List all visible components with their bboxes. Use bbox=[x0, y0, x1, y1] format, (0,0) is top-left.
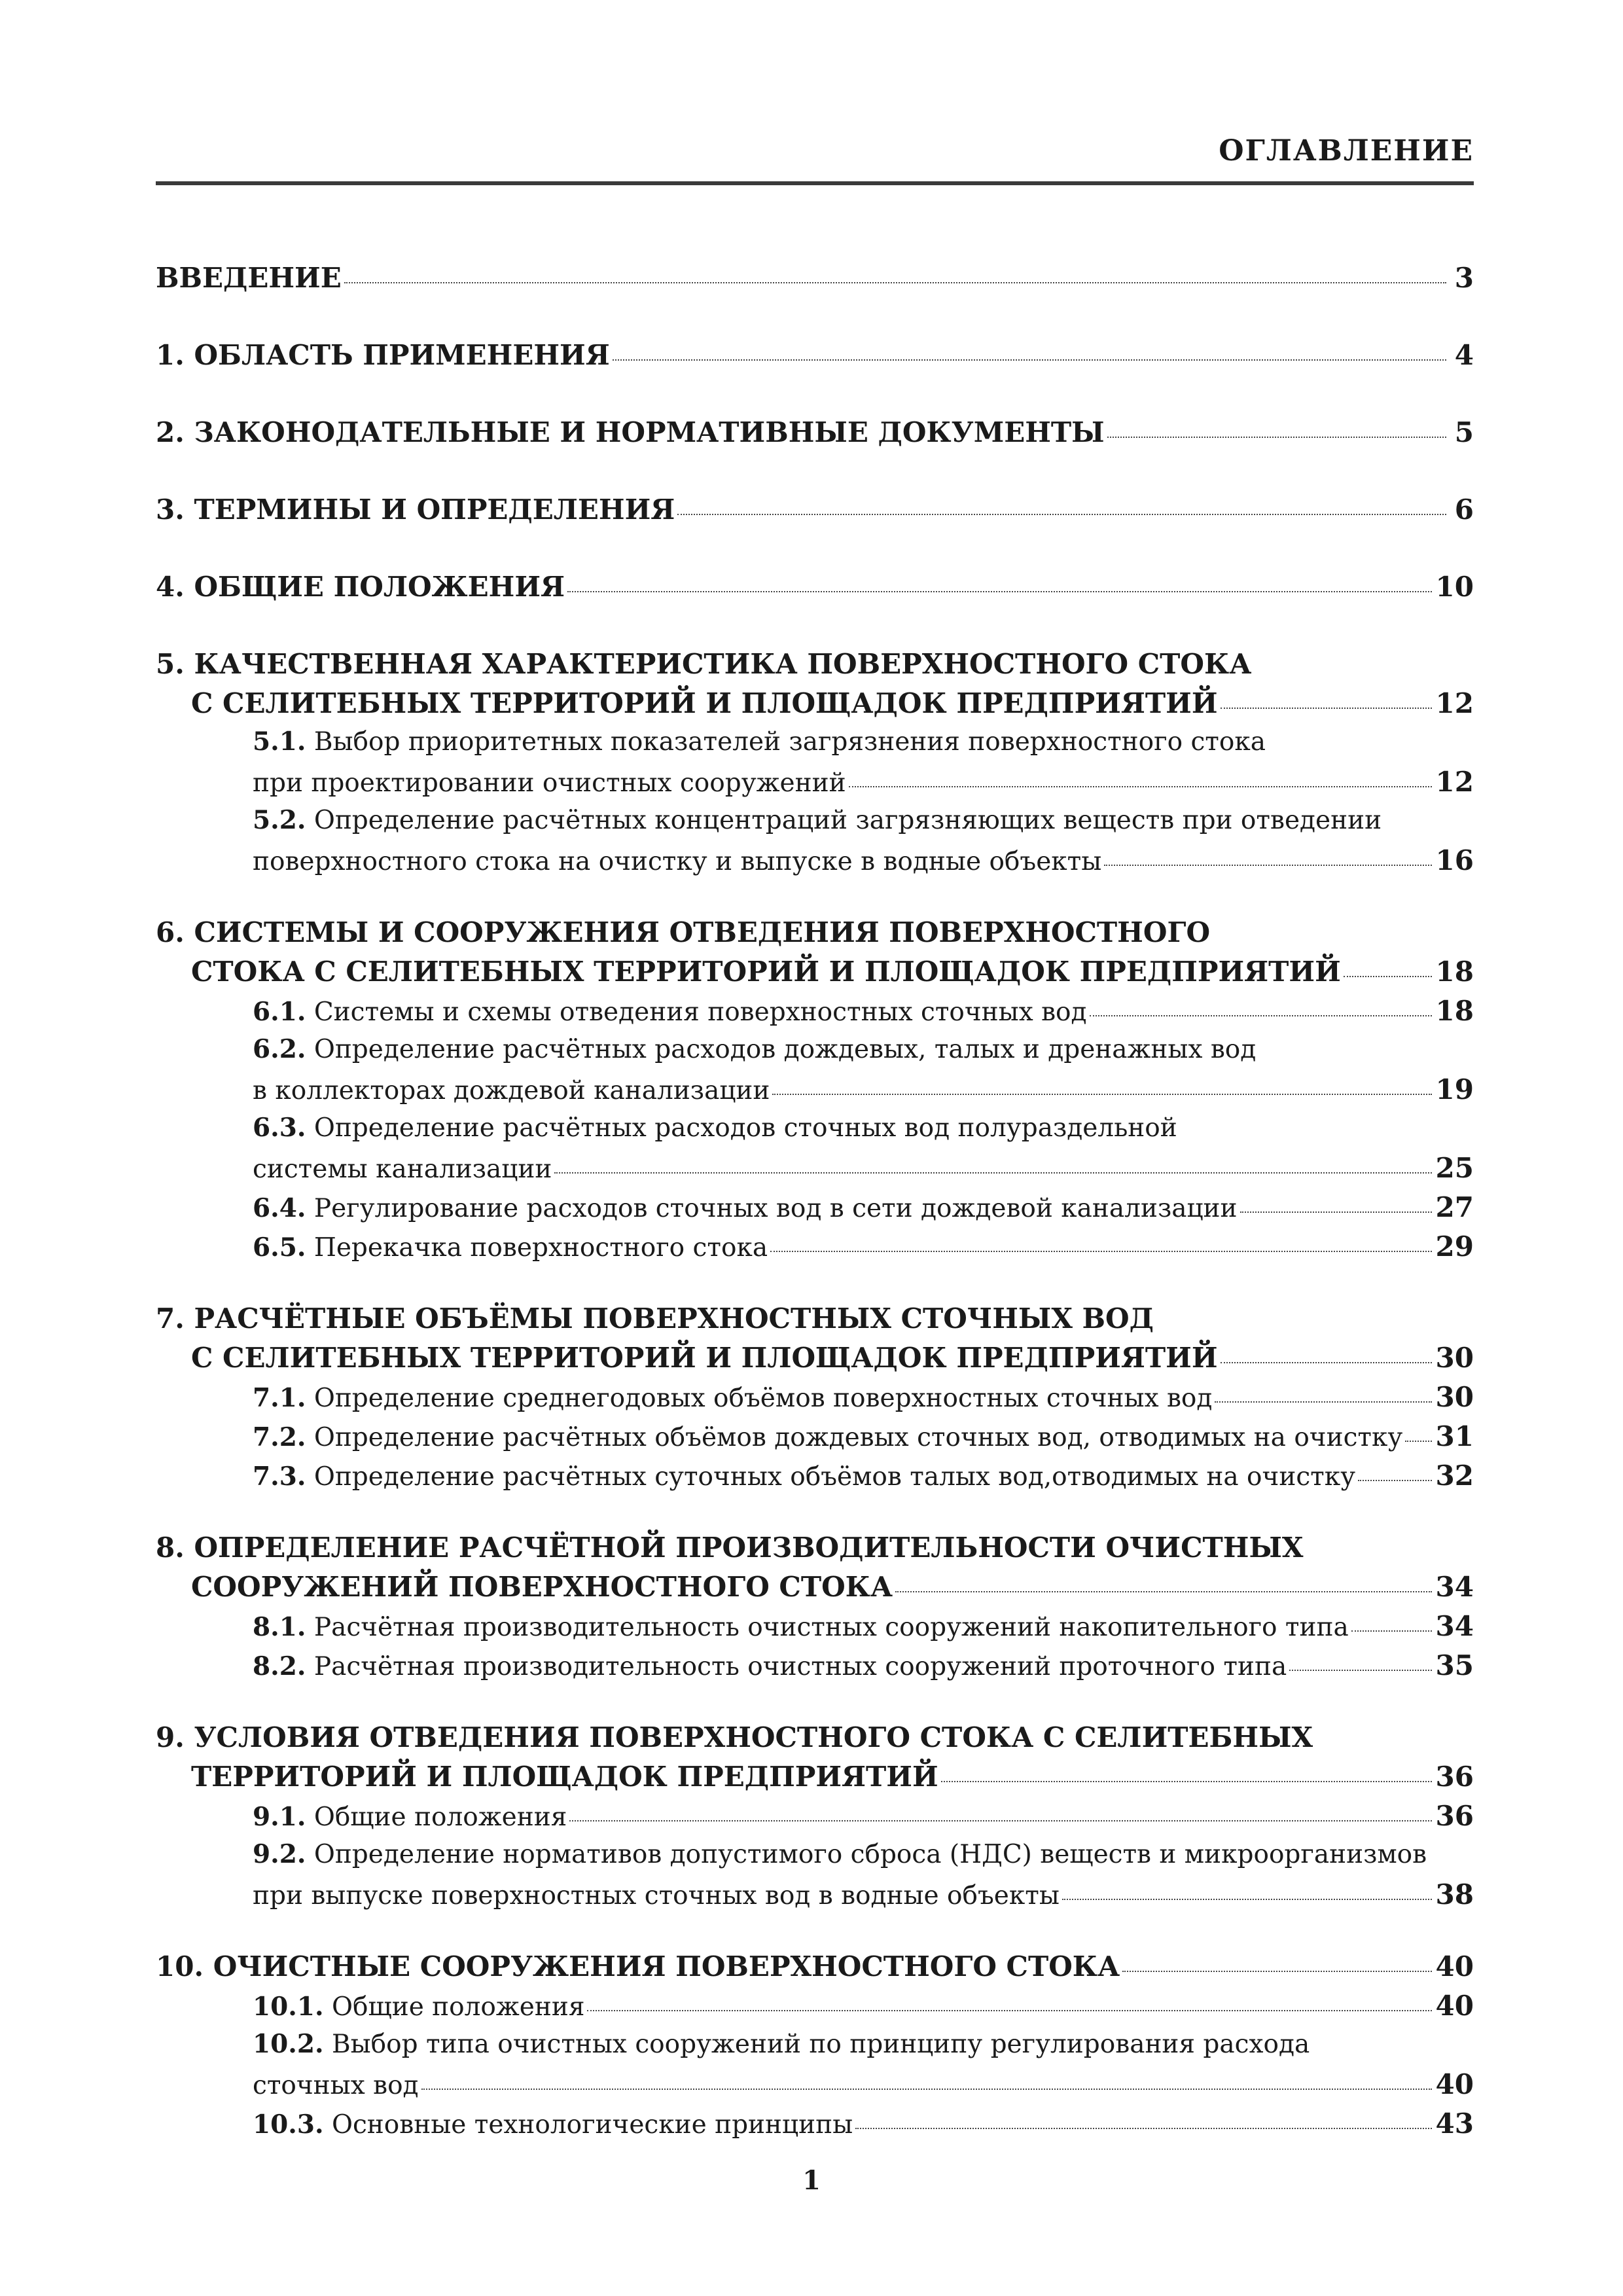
toc-subentry-10-2-line1 bbox=[253, 2029, 1310, 2059]
toc-entry-section-5[interactable] bbox=[191, 687, 1474, 719]
subentry-text: Выбор приоритетных показателей загрязнения поверхностного стока bbox=[313, 727, 1266, 757]
subentry-text: Перекачка поверхностного стока bbox=[313, 1233, 768, 1263]
toc-entry-section-10[interactable] bbox=[156, 1950, 1474, 1982]
toc-entry-label: системы канализации bbox=[253, 1155, 552, 1184]
toc-entry-label: ТЕРРИТОРИЙ И ПЛОЩАДОК ПРЕДПРИЯТИЙ bbox=[191, 1761, 938, 1793]
toc-entry-intro[interactable] bbox=[156, 262, 1474, 294]
dot-leader bbox=[941, 1781, 1432, 1782]
subentry-number: 5.2. bbox=[253, 805, 306, 835]
toc-entry-label: 10. ОЧИСТНЫЕ СООРУЖЕНИЯ ПОВЕРХНОСТНОГО СТОКА bbox=[156, 1950, 1120, 1982]
subentry-number: 6.5. bbox=[253, 1232, 306, 1263]
toc-page-number: 25 bbox=[1435, 1152, 1474, 1184]
toc-subentry-7-2[interactable] bbox=[253, 1420, 1474, 1452]
toc-page-number: 10 bbox=[1435, 571, 1474, 603]
subentry-text: Определение расчётных концентраций загрязняющих веществ при отведении bbox=[313, 806, 1382, 835]
subentry-number: 9.2. bbox=[253, 1839, 306, 1869]
toc-entry-label: 2. ЗАКОНОДАТЕЛЬНЫЕ И НОРМАТИВНЫЕ ДОКУМЕНТЫ bbox=[156, 416, 1105, 448]
toc-entry-label: ВВЕДЕНИЕ bbox=[156, 262, 342, 294]
toc-entry-section-8-line1: 8. ОПРЕДЕЛЕНИЕ РАСЧЁТНОЙ ПРОИЗВОДИТЕЛЬНОСТИ ОЧИСТНЫХ bbox=[156, 1532, 1304, 1564]
dot-leader bbox=[772, 1094, 1431, 1095]
subentry-number: 6.4. bbox=[253, 1193, 306, 1223]
dot-leader bbox=[895, 1591, 1431, 1592]
toc-page-number: 38 bbox=[1435, 1878, 1474, 1910]
subentry-text: Расчётная производительность очистных сооружений проточного типа bbox=[313, 1652, 1287, 1681]
subentry-number: 10.2. bbox=[253, 2029, 324, 2059]
toc-page-number: 34 bbox=[1435, 1571, 1474, 1603]
toc-page-number: 35 bbox=[1435, 1649, 1474, 1681]
dot-leader bbox=[1240, 1211, 1432, 1213]
subentry-number: 6.1. bbox=[253, 997, 306, 1027]
subentry-text: Определение расчётных объёмов дождевых сточных вод, отводимых на очистку bbox=[313, 1423, 1403, 1452]
toc-subentry-9-2[interactable] bbox=[253, 1878, 1474, 1910]
page-number: 1 bbox=[802, 2165, 821, 2196]
dot-leader bbox=[569, 1820, 1431, 1821]
toc-entry-section-9[interactable] bbox=[191, 1761, 1474, 1793]
subentry-text: Основные технологические принципы bbox=[331, 2110, 853, 2140]
toc-entry-section-1[interactable] bbox=[156, 339, 1474, 371]
toc-subentry-9-1[interactable] bbox=[253, 1800, 1474, 1832]
toc-page-number: 18 bbox=[1435, 995, 1474, 1027]
toc-page-number: 40 bbox=[1435, 1950, 1474, 1982]
toc-page-number: 29 bbox=[1435, 1230, 1474, 1263]
toc-subentry-6-5[interactable] bbox=[253, 1230, 1474, 1263]
toc-entry-label: при проектировании очистных сооружений bbox=[253, 768, 846, 798]
toc-entry-section-8[interactable] bbox=[191, 1571, 1474, 1603]
toc-subentry-6-3-line1 bbox=[253, 1113, 1177, 1143]
toc-page-number: 5 bbox=[1454, 416, 1474, 448]
toc-page-number: 32 bbox=[1435, 1460, 1474, 1492]
dot-leader bbox=[1358, 1480, 1431, 1481]
dot-leader bbox=[1090, 1015, 1432, 1016]
dot-leader bbox=[770, 1251, 1431, 1252]
subentry-number: 6.2. bbox=[253, 1034, 306, 1064]
subentry-number: 10.1. bbox=[253, 1992, 324, 2022]
subentry-number: 7.2. bbox=[253, 1422, 306, 1452]
dot-leader bbox=[1104, 865, 1431, 866]
toc-entry-section-5-line1: 5. КАЧЕСТВЕННАЯ ХАРАКТЕРИСТИКА ПОВЕРХНОСТНОГО СТОКА bbox=[156, 648, 1252, 680]
toc-entry-label: С СЕЛИТЕБНЫХ ТЕРРИТОРИЙ И ПЛОЩАДОК ПРЕДПРИЯТИЙ bbox=[191, 687, 1218, 719]
toc-page-number: 4 bbox=[1454, 339, 1474, 371]
toc-entry-section-6-line1: 6. СИСТЕМЫ И СООРУЖЕНИЯ ОТВЕДЕНИЯ ПОВЕРХНОСТНОГО bbox=[156, 916, 1211, 948]
toc-page-number: 6 bbox=[1454, 493, 1474, 526]
dot-leader bbox=[849, 786, 1432, 787]
dot-leader bbox=[855, 2128, 1431, 2129]
toc-subentry-6-1[interactable] bbox=[253, 995, 1474, 1027]
dot-leader bbox=[613, 359, 1446, 361]
subentry-text: Определение расчётных расходов дождевых, талых и дренажных вод bbox=[313, 1035, 1257, 1064]
page-title: ОГЛАВЛЕНИЕ bbox=[1219, 134, 1474, 168]
toc-entry-label: 1. ОБЛАСТЬ ПРИМЕНЕНИЯ bbox=[156, 339, 610, 371]
toc-page-number: 30 bbox=[1435, 1381, 1474, 1413]
dot-leader bbox=[421, 2089, 1432, 2090]
dot-leader bbox=[344, 282, 1446, 283]
subentry-text: Общие положения bbox=[313, 1803, 567, 1832]
toc-entry-label: при выпуске поверхностных сточных вод в водные объекты bbox=[253, 1881, 1060, 1910]
toc-page-number: 30 bbox=[1435, 1342, 1474, 1374]
subentry-number: 10.3. bbox=[253, 2109, 324, 2140]
toc-entry-label: 4. ОБЩИЕ ПОЛОЖЕНИЯ bbox=[156, 571, 565, 603]
toc-subentry-7-3[interactable] bbox=[253, 1460, 1474, 1492]
toc-subentry-6-2-line1 bbox=[253, 1034, 1256, 1064]
toc-page-number: 43 bbox=[1435, 2108, 1474, 2140]
subentry-number: 8.2. bbox=[253, 1651, 306, 1681]
subentry-number: 9.1. bbox=[253, 1802, 306, 1832]
toc-subentry-6-4[interactable] bbox=[253, 1191, 1474, 1223]
toc-page-number: 31 bbox=[1435, 1420, 1474, 1452]
subentry-text: Определение расчётных расходов сточных вод полураздельной bbox=[313, 1113, 1177, 1143]
toc-entry-section-2[interactable] bbox=[156, 416, 1474, 448]
dot-leader bbox=[1107, 437, 1446, 438]
subentry-text: Общие положения bbox=[331, 1992, 585, 2022]
subentry-number: 6.3. bbox=[253, 1113, 306, 1143]
toc-page-number: 36 bbox=[1435, 1761, 1474, 1793]
toc-entry-label: С СЕЛИТЕБНЫХ ТЕРРИТОРИЙ И ПЛОЩАДОК ПРЕДПРИЯТИЙ bbox=[191, 1342, 1218, 1374]
toc-subentry-10-2[interactable] bbox=[253, 2068, 1474, 2100]
subentry-number: 7.3. bbox=[253, 1462, 306, 1492]
toc-entry-section-9-line1: 9. УСЛОВИЯ ОТВЕДЕНИЯ ПОВЕРХНОСТНОГО СТОКА С СЕЛИТЕБНЫХ bbox=[156, 1721, 1313, 1753]
dot-leader bbox=[1215, 1401, 1431, 1403]
toc-entry-section-7[interactable] bbox=[191, 1342, 1474, 1374]
toc-page-number: 34 bbox=[1435, 1610, 1474, 1642]
toc-entry-section-7-line1: 7. РАСЧЁТНЫЕ ОБЪЁМЫ ПОВЕРХНОСТНЫХ СТОЧНЫХ ВОД bbox=[156, 1302, 1154, 1335]
dot-leader bbox=[1344, 976, 1432, 977]
dot-leader bbox=[677, 514, 1446, 515]
toc-page-number: 19 bbox=[1435, 1073, 1474, 1105]
subentry-number: 8.1. bbox=[253, 1612, 306, 1642]
toc-entry-section-4[interactable] bbox=[156, 571, 1474, 603]
toc-page-number: 18 bbox=[1435, 956, 1474, 988]
dot-leader bbox=[1405, 1441, 1431, 1442]
toc-subentry-9-2-line1 bbox=[253, 1839, 1427, 1869]
toc-subentry-8-1[interactable] bbox=[253, 1610, 1474, 1642]
dot-leader bbox=[567, 591, 1431, 592]
toc-entry-section-3[interactable] bbox=[156, 493, 1474, 526]
toc-entry-label: СТОКА С СЕЛИТЕБНЫХ ТЕРРИТОРИЙ И ПЛОЩАДОК ПРЕДПРИЯТИЙ bbox=[191, 956, 1341, 988]
dot-leader bbox=[587, 2010, 1431, 2011]
toc-page-number: 27 bbox=[1435, 1191, 1474, 1223]
subentry-text: Определение нормативов допустимого сброса (НДС) веществ и микроорганизмов bbox=[313, 1840, 1427, 1869]
dot-leader bbox=[1122, 1971, 1431, 1972]
subentry-text: Системы и схемы отведения поверхностных сточных вод bbox=[313, 997, 1087, 1027]
dot-leader bbox=[1221, 1362, 1432, 1363]
toc-subentry-6-2[interactable] bbox=[253, 1073, 1474, 1105]
toc-subentry-10-1[interactable] bbox=[253, 1990, 1474, 2022]
toc-subentry-5-1-line1 bbox=[253, 726, 1266, 757]
toc-page-number: 36 bbox=[1435, 1800, 1474, 1832]
toc-page-number: 12 bbox=[1435, 687, 1474, 719]
subentry-number: 5.1. bbox=[253, 726, 306, 757]
dot-leader bbox=[1221, 708, 1432, 709]
toc-subentry-10-3[interactable] bbox=[253, 2108, 1474, 2140]
subentry-text: Регулирование расходов сточных вод в сети дождевой канализации bbox=[313, 1194, 1238, 1223]
toc-subentry-6-3[interactable] bbox=[253, 1152, 1474, 1184]
toc-subentry-8-2[interactable] bbox=[253, 1649, 1474, 1681]
toc-subentry-7-1[interactable] bbox=[253, 1381, 1474, 1413]
toc-subentry-5-1[interactable] bbox=[253, 766, 1474, 798]
toc-page-number: 12 bbox=[1435, 766, 1474, 798]
dot-leader bbox=[1289, 1670, 1431, 1671]
toc-page-number: 40 bbox=[1435, 2068, 1474, 2100]
subentry-text: Расчётная производительность очистных сооружений накопительного типа bbox=[313, 1613, 1349, 1642]
subentry-text: Определение среднегодовых объёмов поверхностных сточных вод bbox=[313, 1384, 1213, 1413]
toc-page-number: 3 bbox=[1454, 262, 1474, 294]
subentry-text: Определение расчётных суточных объёмов талых вод,отводимых на очистку bbox=[313, 1462, 1356, 1492]
toc-entry-label: в коллекторах дождевой канализации bbox=[253, 1076, 770, 1105]
subentry-text: Выбор типа очистных сооружений по принципу регулирования расхода bbox=[331, 2030, 1310, 2059]
toc-entry-section-6[interactable] bbox=[191, 956, 1474, 988]
toc-subentry-5-2-line1 bbox=[253, 805, 1382, 835]
toc-entry-label: сточных вод bbox=[253, 2071, 419, 2100]
toc-page-number: 16 bbox=[1435, 844, 1474, 876]
dot-leader bbox=[554, 1172, 1431, 1174]
header-divider bbox=[156, 181, 1474, 185]
dot-leader bbox=[1351, 1630, 1432, 1632]
dot-leader bbox=[1062, 1899, 1432, 1900]
toc-subentry-5-2[interactable] bbox=[253, 844, 1474, 876]
toc-entry-label: 3. ТЕРМИНЫ И ОПРЕДЕЛЕНИЯ bbox=[156, 493, 675, 526]
subentry-number: 7.1. bbox=[253, 1383, 306, 1413]
toc-page-number: 40 bbox=[1435, 1990, 1474, 2022]
toc-entry-label: поверхностного стока на очистку и выпуске в водные объекты bbox=[253, 847, 1102, 876]
toc-entry-label: СООРУЖЕНИЙ ПОВЕРХНОСТНОГО СТОКА bbox=[191, 1571, 893, 1603]
